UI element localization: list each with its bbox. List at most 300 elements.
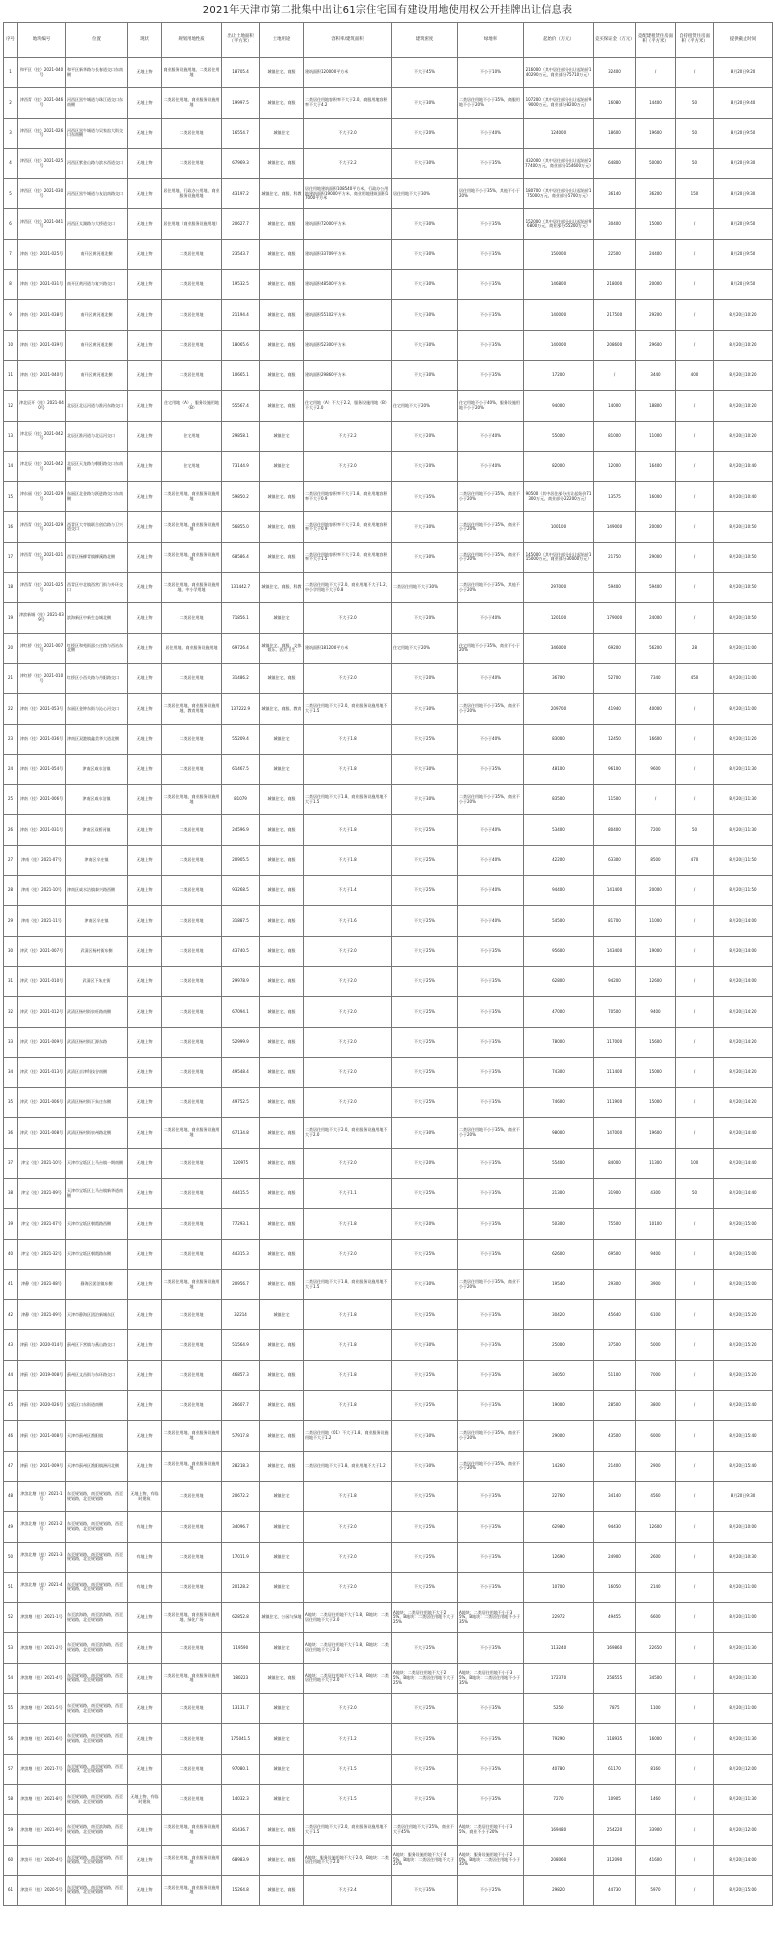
table-cell: 有地上物 xyxy=(128,1542,162,1572)
table-cell: 36700 xyxy=(524,663,594,693)
table-cell: 470 xyxy=(676,845,714,875)
table-cell: 41940 xyxy=(594,694,636,724)
table-cell: 18065.6 xyxy=(222,330,260,360)
table-cell: 20627.7 xyxy=(222,209,260,239)
table-cell: 7340 xyxy=(636,663,676,693)
table-cell: 55567.4 xyxy=(222,391,260,421)
table-cell: 15000 xyxy=(636,209,676,239)
table-cell: / xyxy=(676,1481,714,1511)
table-row xyxy=(4,209,773,239)
table-cell: 二类居住用地、商业服务设施用地 xyxy=(162,1269,222,1299)
table-cell: 75500 xyxy=(594,1209,636,1239)
table-cell: 8月20日10:20 xyxy=(714,421,773,451)
table-cell: 二类居住用地 xyxy=(162,876,222,906)
table-cell: 二类居住用地 xyxy=(162,1542,222,1572)
table-cell: 津宝（挂）2021-10号 xyxy=(18,1148,66,1178)
table-cell: 无地上物 xyxy=(128,997,162,1027)
table-cell: 不大于1.8 xyxy=(304,1330,392,1360)
table-cell: 无地上物 xyxy=(128,421,162,451)
table-cell: 97080.1 xyxy=(222,1754,260,1784)
table-cell: 不大于2.0 xyxy=(304,1088,392,1118)
table-cell: 169860 xyxy=(594,1633,636,1663)
table-cell: 23543.7 xyxy=(222,239,260,269)
table-cell: 5 xyxy=(4,179,18,209)
table-cell: 7200 xyxy=(636,815,676,845)
table-cell: 58 xyxy=(4,1784,18,1814)
table-row xyxy=(4,694,773,724)
table-row xyxy=(4,330,773,360)
table-cell: 城镇住宅、商服 xyxy=(260,966,304,996)
table-cell: 70500 xyxy=(594,997,636,1027)
table-cell: 城镇住宅 xyxy=(260,1300,304,1330)
table-row xyxy=(4,542,773,572)
table-cell: 东丽区北金路与跃进路交口东南侧 xyxy=(66,482,128,512)
table-cell: 98000 xyxy=(524,1118,594,1148)
table-cell: 不大于20% xyxy=(392,663,458,693)
table-cell: 二类居住用地 xyxy=(162,1633,222,1663)
table-cell: 29300 xyxy=(594,1269,636,1299)
table-cell: 不小于40% xyxy=(458,906,524,936)
table-cell: / xyxy=(676,1542,714,1572)
table-cell: 津滨北塘（挂）2021-2号 xyxy=(18,1512,66,1542)
table-cell: 8月20日9:50 xyxy=(714,209,773,239)
table-cell: 津南区辛庄镇 xyxy=(66,845,128,875)
table-cell: 蓟州区下营镇与燕山路交口 xyxy=(66,1330,128,1360)
table-cell: 8月20日11:00 xyxy=(714,1694,773,1724)
table-cell: 津蓟（挂）2020-026号 xyxy=(18,1391,66,1421)
table-cell: 城镇住宅、商服 xyxy=(260,1027,304,1057)
table-cell: 19540 xyxy=(524,1269,594,1299)
table-cell: 二类居住用地 xyxy=(162,1512,222,1542)
table-cell: 17200 xyxy=(524,360,594,390)
table-cell: 二类居住用地、商业服务设施用地 xyxy=(162,1875,222,1905)
table-cell: 22 xyxy=(4,694,18,724)
table-cell: 住宅用地不小于40%，服务设施用地不小于20% xyxy=(458,391,524,421)
table-cell: 44730 xyxy=(594,1875,636,1905)
table-cell: 不大于2.0 xyxy=(304,1057,392,1087)
table-cell: 8500 xyxy=(636,845,676,875)
table-cell: 145000（其中居住部分出让起始价115000万元，商业部分30000万元） xyxy=(524,542,594,572)
table-cell: 津北辰开（挂）2021-040号 xyxy=(18,391,66,421)
table-cell: 不小于35% xyxy=(458,1088,524,1118)
table-cell: 73144.9 xyxy=(222,451,260,481)
table-cell: 44415.5 xyxy=(222,1178,260,1208)
table-cell: 居住用地（商业服务设施用地） xyxy=(162,209,222,239)
table-cell: 河西区黑牛城道与友谊南路交口 xyxy=(66,179,128,209)
table-cell: 10 xyxy=(4,330,18,360)
table-cell: 东至规划路，南至规划路，西至规划路，北至规划路 xyxy=(66,1845,128,1875)
table-cell: 二类居住用地、商业服务设施用地 xyxy=(162,1421,222,1451)
table-cell: 二类居住用地 xyxy=(162,815,222,845)
table-cell: 不大于1.5 xyxy=(304,1784,392,1814)
table-cell: 二类居住用地 xyxy=(162,603,222,633)
table-cell: 津武（挂）2021-012号 xyxy=(18,997,66,1027)
table-cell: 津南（挂）2021-031号 xyxy=(18,815,66,845)
table-cell: 100 xyxy=(676,1148,714,1178)
table-cell: 津东丽（挂）2021-029号 xyxy=(18,482,66,512)
table-cell: 54500 xyxy=(524,906,594,936)
table-cell: 城镇住宅 xyxy=(260,754,304,784)
table-cell: / xyxy=(676,603,714,633)
table-cell: 住宅用地不大于20% xyxy=(392,633,458,663)
table-cell: 二类居住用地 xyxy=(162,1481,222,1511)
table-cell: 146800 xyxy=(524,270,594,300)
table-cell: 无地上物 xyxy=(128,391,162,421)
table-cell: 3 xyxy=(4,118,18,148)
table-row xyxy=(4,1178,773,1208)
table-cell: 17011.9 xyxy=(222,1542,260,1572)
table-cell: 56855.0 xyxy=(222,512,260,542)
table-cell: 8月20日9:20 xyxy=(714,58,773,88)
table-cell: / xyxy=(676,1118,714,1148)
table-cell: A地块：服务设施用地不大于45%，B地块：二类居住用地不大于25% xyxy=(392,1845,458,1875)
table-cell: 8月20日10:20 xyxy=(714,360,773,390)
column-header: 绿地率 xyxy=(458,23,524,58)
table-cell: 住宅用地不小于35%，商业不小于20% xyxy=(458,633,524,663)
table-cell: 71856.1 xyxy=(222,603,260,633)
table-cell: 不小于40% xyxy=(458,663,524,693)
table-cell: 津南（挂）2021-054号 xyxy=(18,754,66,784)
table-cell: 2 xyxy=(4,88,18,118)
table-row xyxy=(4,845,773,875)
table-cell: 21300 xyxy=(524,1178,594,1208)
table-cell: 29820 xyxy=(524,1875,594,1905)
table-cell: 147000 xyxy=(594,1118,636,1148)
table-cell: 住宅用地 xyxy=(162,451,222,481)
table-cell: 城镇住宅 xyxy=(260,451,304,481)
table-cell: 37500 xyxy=(594,1330,636,1360)
table-cell: 河西区黑牛城道与吴家窑大街交口东南侧 xyxy=(66,118,128,148)
table-cell: 二类居住用地 xyxy=(162,845,222,875)
table-cell: 二类居住用地 xyxy=(162,1027,222,1057)
table-cell: 二类居住用地（01）不大于1.8，商业服务设施用地不大于1.2 xyxy=(304,1421,392,1451)
table-cell: 34140 xyxy=(594,1481,636,1511)
table-row xyxy=(4,1239,773,1269)
table-cell: 9600 xyxy=(636,754,676,784)
table-cell: 35 xyxy=(4,1088,18,1118)
table-cell: 建筑面积120000平方米 xyxy=(304,58,392,88)
table-row xyxy=(4,1360,773,1390)
table-cell: 不大于2.0 xyxy=(304,1239,392,1269)
table-cell: 68586.4 xyxy=(222,542,260,572)
table-cell: 西青区杨柳青镇柳溪路北侧 xyxy=(66,542,128,572)
table-cell: 67134.8 xyxy=(222,1118,260,1148)
table-cell: 12600 xyxy=(636,1512,676,1542)
table-cell: 12600 xyxy=(636,966,676,996)
table-cell: 34 xyxy=(4,1057,18,1087)
table-cell: 不大于30% xyxy=(392,542,458,572)
table-cell: 14400 xyxy=(636,88,676,118)
table-cell: 不大于20% xyxy=(392,421,458,451)
table-cell: 无地上物 xyxy=(128,1209,162,1239)
table-cell: 津滨塘（挂）2021-6号 xyxy=(18,1724,66,1754)
table-cell: 津武（挂）2021-007号 xyxy=(18,936,66,966)
table-cell: 208060 xyxy=(524,1845,594,1875)
table-cell: 不小于40% xyxy=(458,451,524,481)
table-cell: 无地上物 xyxy=(128,876,162,906)
table-cell: 二类居住用地 xyxy=(162,1330,222,1360)
table-cell: 津滨塘（挂）2021-4号 xyxy=(18,1663,66,1693)
table-cell: 15 xyxy=(4,482,18,512)
table-cell: / xyxy=(676,1694,714,1724)
table-cell: 津南（挂）2021-053号 xyxy=(18,694,66,724)
table-cell: 有地上物 xyxy=(128,1572,162,1602)
table-cell: 二类居住用地不大于30% xyxy=(392,573,458,603)
table-cell: 不小于35% xyxy=(458,1148,524,1178)
table-cell: 100100 xyxy=(524,512,594,542)
table-cell: / xyxy=(676,1815,714,1845)
table-cell: 无地上物 xyxy=(128,1088,162,1118)
table-cell: 无地上物 xyxy=(128,1663,162,1693)
table-cell: 81436.7 xyxy=(222,1815,260,1845)
table-cell: 二类居住用地 xyxy=(162,330,222,360)
table-cell: 不大于25% xyxy=(392,1178,458,1208)
table-cell: 150 xyxy=(676,179,714,209)
table-cell: 8月20日9:30 xyxy=(714,148,773,178)
table-cell: 39 xyxy=(4,1209,18,1239)
table-cell: 23 xyxy=(4,724,18,754)
table-cell: A地块：二类居住用地不小于35%，B地块：二类居住用地不小于35% xyxy=(458,1603,524,1633)
table-cell: 不大于30% xyxy=(392,1421,458,1451)
table-cell: 二类居住用地 xyxy=(162,118,222,148)
table-cell: 津红桥（挂）2021-007号 xyxy=(18,633,66,663)
table-cell: 50 xyxy=(676,1178,714,1208)
table-row xyxy=(4,1088,773,1118)
table-cell: 346000 xyxy=(524,633,594,663)
table-cell: 无地上物 xyxy=(128,148,162,178)
table-cell: 不小于35% xyxy=(458,936,524,966)
table-cell: 77293.1 xyxy=(222,1209,260,1239)
table-cell: 不大于1.8 xyxy=(304,1481,392,1511)
table-cell: 38 xyxy=(4,1178,18,1208)
table-row xyxy=(4,1815,773,1845)
table-cell: 8月20日15:40 xyxy=(714,1391,773,1421)
table-cell: 169480 xyxy=(524,1815,594,1845)
table-cell: 不小于35% xyxy=(458,330,524,360)
table-cell: 131442.7 xyxy=(222,573,260,603)
table-cell: 8月20日11:00 xyxy=(714,1572,773,1602)
table-cell: 不小于35% xyxy=(458,1239,524,1269)
table-cell: 140000 xyxy=(524,330,594,360)
table-cell: 69500 xyxy=(594,1239,636,1269)
table-cell: 8月20日15:40 xyxy=(714,1451,773,1481)
table-cell: / xyxy=(676,421,714,451)
table-cell: A地块：服务设施用地不大于2.0，B地块：二类居住用地不大于2.0 xyxy=(304,1845,392,1875)
table-cell: 无地上物 xyxy=(128,845,162,875)
table-cell: / xyxy=(676,1724,714,1754)
table-cell: 居住用地、商业服务设施用地 xyxy=(162,633,222,663)
table-cell: 不小于35% xyxy=(458,1542,524,1572)
table-cell: 不小于35% xyxy=(458,1754,524,1784)
table-cell: / xyxy=(676,330,714,360)
table-cell: 东至规划路，南至规划路，西至规划路，北至规划路 xyxy=(66,1542,128,1572)
table-cell: 城镇住宅、商服 xyxy=(260,1057,304,1087)
table-cell: 81079 xyxy=(222,785,260,815)
table-cell: 宝坻区口东街道南侧 xyxy=(66,1391,128,1421)
table-cell: 无地上物 xyxy=(128,1360,162,1390)
table-cell: 无地上物 xyxy=(128,179,162,209)
table-cell: / xyxy=(676,1360,714,1390)
column-header: 自持租赁住房面积（平方米） xyxy=(676,23,714,58)
table-cell: 10700 xyxy=(524,1572,594,1602)
table-cell: 26607.7 xyxy=(222,1391,260,1421)
table-cell: 不小于35% xyxy=(458,300,524,330)
table-cell: 城镇住宅、商服 xyxy=(260,482,304,512)
table-cell: 8月20日14:40 xyxy=(714,1118,773,1148)
table-cell: 不大于25% xyxy=(392,1057,458,1087)
table-cell: 12690 xyxy=(524,1542,594,1572)
table-cell: 1460 xyxy=(636,1784,676,1814)
table-cell: 津宝（挂）2021-09号 xyxy=(18,1178,66,1208)
table-cell: 31887.5 xyxy=(222,906,260,936)
table-row xyxy=(4,1603,773,1633)
table-cell: 无地上物 xyxy=(128,209,162,239)
table-cell: 蓟州区文昌街与东环路交口 xyxy=(66,1360,128,1390)
table-cell: 118935 xyxy=(594,1724,636,1754)
table-cell: 南开区黄河道北侧 xyxy=(66,360,128,390)
table-cell: / xyxy=(636,785,676,815)
table-cell: / xyxy=(676,1057,714,1087)
table-cell: 天津市蓟州区渔阳镇洲河北侧 xyxy=(66,1451,128,1481)
table-row xyxy=(4,179,773,209)
table-cell: 117000 xyxy=(594,1027,636,1057)
table-cell: 无地上物 xyxy=(128,1239,162,1269)
table-cell: 8月20日15:20 xyxy=(714,1330,773,1360)
table-cell: 不大于25% xyxy=(392,906,458,936)
table-cell: 城镇住宅、商服 xyxy=(260,1148,304,1178)
table-cell: A地块：二类居住用地不小于35%，商业不小于20% xyxy=(458,1815,524,1845)
table-cell: 16 xyxy=(4,512,18,542)
table-cell: 二类居住用地不小于35%，商业不小于20% xyxy=(458,1269,524,1299)
table-cell: 不大于1.6 xyxy=(304,906,392,936)
table-cell: 二类居住用地不小于35%，商业不小于20% xyxy=(458,1451,524,1481)
table-cell: 不大于25% xyxy=(392,1754,458,1784)
table-cell: 40780 xyxy=(524,1754,594,1784)
table-cell: 16080 xyxy=(594,88,636,118)
table-cell: 和平区（挂）2021-040号 xyxy=(18,58,66,88)
table-cell: 50000 xyxy=(636,148,676,178)
table-cell: 建筑面积29860平方米 xyxy=(304,360,392,390)
table-cell: 26 xyxy=(4,815,18,845)
table-cell: 50 xyxy=(4,1542,18,1572)
table-cell: / xyxy=(676,936,714,966)
table-cell: 东至规划路，南至规划路，西至规划路，北至规划路 xyxy=(66,1694,128,1724)
table-cell: 15264.8 xyxy=(222,1875,260,1905)
table-cell: 无地上物 xyxy=(128,1330,162,1360)
table-cell: / xyxy=(676,1269,714,1299)
table-cell: 13575 xyxy=(594,482,636,512)
table-cell: 城镇住宅、商服 xyxy=(260,1360,304,1390)
table-cell: 二类居住用地 xyxy=(162,663,222,693)
table-cell: 不大于1.8 xyxy=(304,1360,392,1390)
table-cell: 5250 xyxy=(524,1694,594,1724)
table-cell: 94430 xyxy=(594,1512,636,1542)
table-row xyxy=(4,118,773,148)
table-cell: 城镇住宅、商服 xyxy=(260,1330,304,1360)
table-cell: 城镇住宅、商服、科教 xyxy=(260,179,304,209)
table-cell: 63300 xyxy=(594,845,636,875)
table-cell: 不大于30% xyxy=(392,694,458,724)
table-cell: 津西青（挂）2021-046号 xyxy=(18,88,66,118)
table-cell: 43 xyxy=(4,1330,18,1360)
table-cell: 津蓟（挂）2020-014号 xyxy=(18,1330,66,1360)
table-cell: 不大于2.0 xyxy=(304,118,392,148)
table-cell: 46 xyxy=(4,1421,18,1451)
table-cell: / xyxy=(676,876,714,906)
table-cell: 33900 xyxy=(636,1815,676,1845)
table-cell: / xyxy=(676,785,714,815)
table-cell: 二类居住用地、商业服务设施用地、中小学用地 xyxy=(162,573,222,603)
table-cell: 254220 xyxy=(594,1815,636,1845)
table-cell: / xyxy=(676,1027,714,1057)
table-cell: 二类居住用地、商业服务设施用地 xyxy=(162,1845,222,1875)
table-row xyxy=(4,1148,773,1178)
table-cell: 8月20日11:30 xyxy=(714,1784,773,1814)
table-row xyxy=(4,1300,773,1330)
table-cell: 48100 xyxy=(524,754,594,784)
table-cell: 2600 xyxy=(636,1542,676,1572)
table-row xyxy=(4,1209,773,1239)
table-cell: 28500 xyxy=(594,1391,636,1421)
table-cell: 19532.5 xyxy=(222,270,260,300)
table-cell: 64800 xyxy=(594,148,636,178)
table-cell: 红桥区小西关路与丹阳路交口 xyxy=(66,663,128,693)
table-cell: 城镇住宅、商服 xyxy=(260,1421,304,1451)
table-cell: 二类居住用地、商业服务设施用地 xyxy=(162,1451,222,1481)
column-header: 位置 xyxy=(66,23,128,58)
table-cell: 二类居住用地 xyxy=(162,1239,222,1269)
table-cell: 25 xyxy=(4,785,18,815)
table-cell: 商业服务设施用地、二类居住用地 xyxy=(162,58,222,88)
table-cell: 8月20日14:00 xyxy=(714,966,773,996)
table-cell: 6000 xyxy=(636,1421,676,1451)
table-cell: 45 xyxy=(4,1391,18,1421)
table-cell: 无地上物 xyxy=(128,815,162,845)
table-cell: 城镇住宅 xyxy=(260,1724,304,1754)
table-cell: 津宝（挂）2021-07号 xyxy=(18,1209,66,1239)
table-cell: 78000 xyxy=(524,1027,594,1057)
table-cell: 津滨塘（挂）2021-7号 xyxy=(18,1754,66,1784)
table-cell: 8月20日9:40 xyxy=(714,88,773,118)
table-cell: 152000（其中居住部分出让起始价96800万元，商业部分55200万元） xyxy=(524,209,594,239)
table-row xyxy=(4,1663,773,1693)
table-cell: 住宅用地 xyxy=(162,421,222,451)
table-cell: 47000 xyxy=(524,997,594,1027)
table-cell: 24 xyxy=(4,754,18,784)
table-cell: 津南区双港镇鑫美华大道北侧 xyxy=(66,724,128,754)
table-cell: 城镇住宅、商服 xyxy=(260,1391,304,1421)
table-cell: 30420 xyxy=(524,1300,594,1330)
table-cell: 34096.7 xyxy=(222,1512,260,1542)
table-cell: / xyxy=(676,1239,714,1269)
table-cell: A地块：服务设施用地不小于20%，B地块：二类居住用地不小于35% xyxy=(458,1845,524,1875)
table-cell: / xyxy=(676,300,714,330)
table-cell: 6100 xyxy=(636,1300,676,1330)
table-cell: 住宅用地不大于20% xyxy=(392,391,458,421)
table-cell: 住宅用地（A）、服务设施用地（B） xyxy=(162,391,222,421)
table-cell: 不小于35% xyxy=(458,239,524,269)
table-cell: 24596.9 xyxy=(222,815,260,845)
column-header: 建筑密度 xyxy=(392,23,458,58)
table-cell: 城镇住宅 xyxy=(260,1542,304,1572)
table-row xyxy=(4,966,773,996)
table-cell: 20000 xyxy=(636,512,676,542)
table-cell: 不大于30% xyxy=(392,239,458,269)
table-cell: 津西区（挂）2021-025号 xyxy=(18,148,66,178)
table-cell: 29000 xyxy=(636,542,676,572)
table-cell: 20 xyxy=(4,633,18,663)
table-cell: 静海区团泊镇东侧 xyxy=(66,1269,128,1299)
